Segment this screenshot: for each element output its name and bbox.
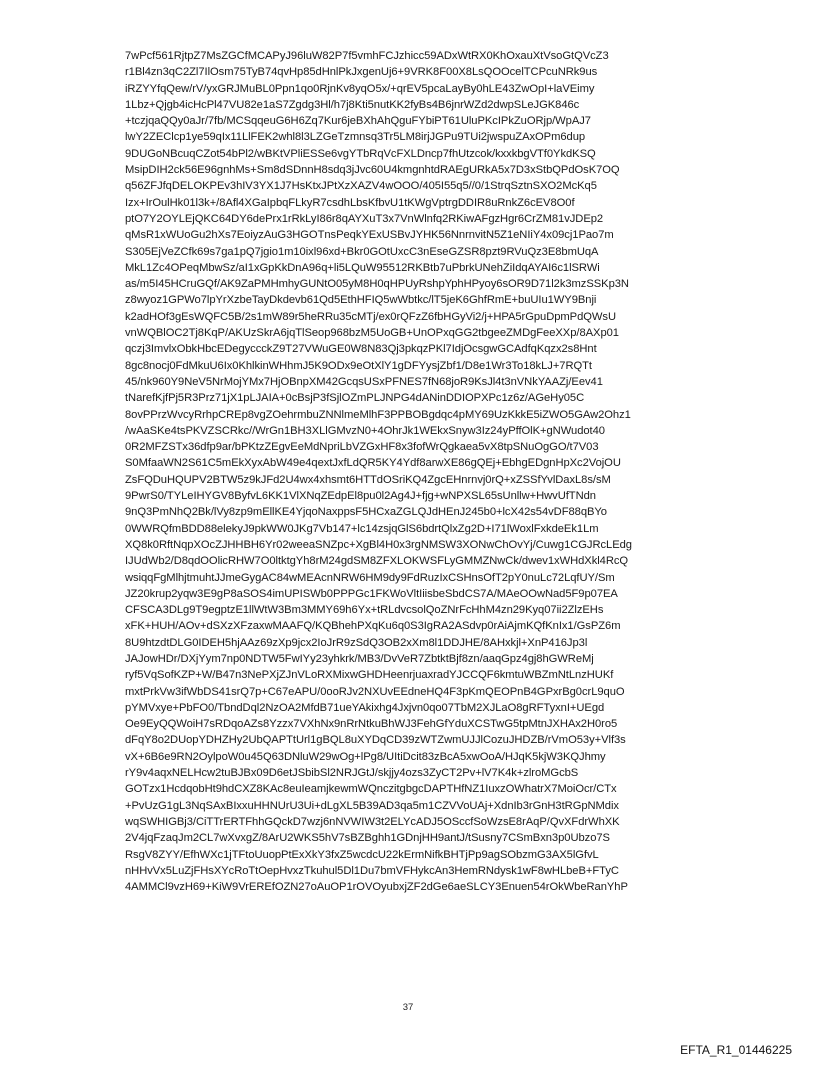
text-line: S305EjVeZCfk69s7ga1pQ7jgio1m10ixl96xd+Bkr0GOtUxcC3nEseGZSR8pzt9RVuQz3E8bmUqA (125, 245, 599, 258)
text-line: 0R2MFZSTx36dfp9ar/bPKtzZEgvEeMdNpriLbVZGxHF8x3fofWrQgkaea5vX8tpSNuOgGO/t7V03 (125, 441, 599, 454)
text-line: XQ8k0RftNqpXOcZJHHBH6Yr02weeaSNZpc+XgBl4H0x3rgNMSW3XONwChOvYj/Cuwg1CGJRcLEdg (125, 538, 632, 551)
text-line: dFqY8o2DUopYDHZHy2UbQAPTtUrl1gBQL8uXYDqCD39zWTZwmUJJlCozuJHDZB/rVmO53y+Vlf3s (125, 734, 626, 747)
encoded-text-block (125, 48, 715, 895)
text-line: MsipDIH2ck56E96gnhMs+Sm8dSDnnH8sdq3jJvc60U4kmgnhtdRAEgURkA5x7D3xStbQPdOsK7OQ (125, 164, 620, 177)
text-line: pYMVxye+PbFO0/TbndDql2NzOA2MfdB71ueYAkixhg4Jxjvn0qo07TbM2XJLaO8gRFTyxnI+UEgd (125, 701, 605, 714)
text-line: iRZYYfqQew/rV/yxGRJMuBL0Ppn1qo0RjnKv8yqO5x/+qrEV5pcaLayBy0hLE43ZwOpI+laVEimy (125, 82, 595, 95)
text-line: q56ZFJfqDELOKPEv3hIV3YX1J7HsKtxJPtXzXAZV4wOOO/405I55q5//0/1StrqSztnSXO2McKq5 (125, 180, 597, 193)
text-line: ptO7Y2OYLEjQKC64DY6dePrx1rRkLyI86r8qAYXuT3x7VnWlnfq2RKiwAFgzHgr6CrZM81vJDEp2 (125, 212, 604, 225)
document-id: EFTA_R1_01446225 (680, 1043, 792, 1057)
text-line: 9nQ3PmNhQ2Bk/lVy8zp9mEllKE4YjqoNaxppsF5HCxaZGLQJdHEnJ245b0+lcX42s54vDF88qBYo (125, 506, 607, 519)
text-line: MkL1Zc4OPeqMbwSz/aI1xGpKkDnA96q+li5LQuW95512RKBtb7uPbrkUNehZiIdqAYAI6c1lSRWi (125, 261, 600, 274)
text-line: wqSWHIGBj3/CiTTrERTFhhGQckD7wzj6nNVWIW3t2ELYcADJ5OSccfSoWzsE8rAqP/QvXFdrWhXK (125, 815, 620, 828)
text-line: as/m5I45HCruGQf/AK9ZaPMHmhyGUNtO05yM8H0qHPUyRshpYphHPyoy6sOR9D71l2k3mzSSKp3N (125, 278, 629, 291)
text-line: 4AMMCl9vzH69+KiW9VrEREfOZN27oAuOP1rOVOyubxjZF2dGe6aeSLCY3Enuen54rOkWbeRanYhP (125, 881, 628, 894)
text-line: 45/nk960Y9NeV5NrMojYMx7HjOBnpXM42GcqsUSxPFNES7fN68joR9KsJl4t3nVNkYAAZj/Eev41 (125, 375, 603, 388)
text-line: 8gc8nocj0FdMkuU6Ix0KhlkinWHhmJ5K9ODx9eOtXlY1gDFYysjZbf1/D8e1Wr3To18kLJ+7RQTt (125, 359, 592, 372)
text-line: JZ20krup2yqw3E9gP8aSOS4imUPISWb0PPPGc1FKWoVltIiisbeSbdCS7A/MAeOOwNad5F9p07EA (125, 587, 618, 600)
text-line: 2V4jqFzaqJm2CL7wXvxgZ/8ArU2WKS5hV7sBZBghh1GDnjHH9antJ/tSusny7CSmBxn3p0Ubzo7S (125, 832, 610, 845)
text-line: qMsR1xWUoGu2hXs7EoiyzAuG3HGOTnsPeqkYExUSBvJYHK56NnrnvitN5Z1eNIiY4x09cj1Pao7m (125, 229, 614, 242)
text-line: 1Lbz+Qjgb4icHcPl47VU82e1aS7Zgdg3Hl/h7j8Kti5nutKK2fyBs4B6jnrWZd2dwpSLeJGK846c (125, 98, 580, 111)
text-line: +PvUzG1gL3NqSAxBIxxuHHNUrU3Ui+dLgXL5B39AD3qa5m1CZVVoUAj+XdnIb3rGnH3tRGpNMdix (125, 799, 619, 812)
text-line: 7wPcf561RjtpZ7MsZGCfMCAPyJ96luW82P7f5vmhFCJzhicc59ADxWtRX0KhOxauXtVsoGtQVcZ3 (125, 50, 609, 62)
text-line: RsgV8ZYY/EfhWXc1jTFtoUuopPtExXkY3fxZ5wcdcU22kErmNifkBHTjPp9agSObzmG3AX5lGfvL (125, 848, 599, 861)
text-line: nHHvVx5LuZjFHsXYcRoTtOepHvxzTkuhul5Dl1Du7bmVFHykcAn3HemRNdysk1wF8wHLbeB+FTyC (125, 864, 619, 877)
text-line: JAJowHDr/DXjYym7np0NDTW5FwIYy23yhkrk/MB3/DvVeR7ZbtktBjf8zn/aaqGpz4gj8hGWReMj (125, 652, 594, 665)
text-line: IJUdWb2/D8qdOOlicRHW7O0ltktgYh8rM24gdSM8ZFXLOKWSFLyGMMZNwCk/dwev1xWHdXkl4RcQ (125, 555, 629, 568)
text-line: ZsFQDuHQUPV2BTW5z9kJFd2U4wx4xhsmt6HTTdOSriKQ4ZgcEHnrnvj0rQ+xZSSfYvlDaxL8s/sM (125, 473, 611, 486)
text-line: vnWQBlOC2Tj8KqP/AKUzSkrA6jqTlSeop968bzM5UoGB+UnOPxqGG2tbgeeZMDgFeeXXp/8AXp01 (125, 327, 619, 340)
text-line: 8U9htzdtDLG0IDEH5hjAAz69zXp9jcx2IoJrR9zSdQ3OB2xXm8l1DDJHE/8AHxkjl+XnP416Jp3l (125, 636, 588, 649)
text-line: 9DUGoNBcuqCZot54bPl2/wBKtVPliESSe6vgYTbRqVcFXLDncp7fhUtzcok/kxxkbgVTf0YkdKSQ (125, 147, 596, 160)
text-line: vX+6B6e9RN2OylpoW0u45Q63DNluW29wOg+lPg8/UItiDcit83zBcA5xwOoA/HJqK5kjW3KQJhmy (125, 750, 606, 763)
text-line: wsiqqFgMlhjtmuhtJJmeGygAC84wMEAcnNRW6HM9dy9FdRuzIxCSHnsOfT2pY0nuLc72LqfUY/Sm (125, 571, 615, 584)
text-line: ryf5VqSofKZP+W/B47n3NePXjZJnVLoRXMixwGHDHeenrjuaxradYJCCQF6kmtuWBZmNtLnzHUKf (125, 669, 614, 682)
text-line: lwY2ZEClcp1ye59qIx11LlFEK2whl8l3LZGeTzmnsq3Tr5LM8irjJGPu9TUi2jwspuZAxOPm6dup (125, 131, 586, 144)
text-line: r1Bl4zn3qC2Zl7IlOsm75TyB74qvHp85dHnlPkJxgenUj6+9VRK8F00X8LsQOOcelTCPcuNRk9us (125, 66, 598, 79)
text-line: Izx+IrOulHk01l3k+/8Afl4XGaIpbqFLkyR7csdhLbsKfbvU1tKWgVptrgDDIR8uRnkZ6cEV8O0f (125, 196, 575, 209)
text-line: 8ovPPrzWvcyRrhpCREp8vgZOehrmbuZNNlmeMlhF3PPBOBgdqc4pMY69UzKkkE5iZWO5GAw2Ohz1 (125, 408, 631, 421)
text-line: +tczjqaQQy0aJr/7fb/MCSqqeuG6H6Zq7Kur6jeBXhAhQguFYbiPT61UluPKcIPkZuORjp/WpAJ7 (125, 115, 591, 128)
text-line: /wAaSKe4tsPKVZSCRkc//WrGn1BH3XLlGMvzN0+4OhrJk1WEkxSnyw3Iz24yPffOlK+gNWudot40 (125, 424, 605, 437)
text-line: GOTzx1HcdqobHt9hdCXZ8KAc8euIeamjkewmWQnczitgbgcDAPTHfNZ1IuxzOWhatrX7MoiOcr/CTx (125, 783, 617, 796)
text-line: S0MfaaWN2S61C5mEkXyxAbW49e4qextJxfLdQR5KY4Ydf8arwXE86gQEj+EbhgEDgnHpXc2VojOU (125, 457, 621, 470)
text-line: k2adHOf3gEsWQFC5B/2s1mW89r5heRRu35cMTj/ex0rQFzZ6fbHGyVi2/j+HPA5rGpuDpmPdQWsU (125, 310, 616, 323)
page-number: 37 (402, 1002, 414, 1013)
text-line: xFK+HUH/AOv+dSXzXFzaxwMAAFQ/KQBhehPXqKu6q0S3IgRA2ASdvp0rAiAjmKQfKnIx1/GsPZ6m (125, 620, 621, 633)
text-line: mxtPrkVw3ifWbDS41srQ7p+C67eAPU/0ooRJv2NXUvEEdneHQ4F3pKmQEOPnB4GPxrBg0crL9quO (125, 685, 625, 698)
text-line: CFSCA3DLg9T9egptzE1llWtW3Bm3MMY69h6Yx+tRLdvcsolQoZNrFcHhM4zn29Kyq07ii2ZlzEHs (125, 604, 604, 617)
text-line: z8wyoz1GPWo7lpYrXzbeTayDkdevb61Qd5EthHFIQ5wWbtkc/lT5jeK6GhfRmE+buUIu1WY9Bnji (125, 294, 597, 307)
text-line: tNarefKjfPj5R3Prz71jX1pLJAIA+0cBsjP3fSjlOZmPLJNPG4dANinDDIOPXPc1z6z/AGeHy05C (125, 392, 585, 405)
text-line: rY9v4aqxNELHcw2tuBJBx09D6etJSbibSl2NRJGtJ/skjjy4ozs3ZyCT2Pv+lV7K4k+zlroMGcbS (125, 767, 579, 780)
text-line: 9PwrS0/TYLeIHYGV8ByfvL6KK1VlXNqZEdpEl8pu0l2Ag4J+fjg+wNPXSL65sUnllw+HwvUfTNdn (125, 490, 596, 503)
text-line: qczj3ImvlxObkHbcEDegyccckZ9T27VWuGE0W8N83Qj3pkqzPKl7IdjOcsgwGCAdfqKqzx2s8Hnt (125, 343, 597, 356)
text-line: Oe9EyQQWoiH7sRDqoAZs8Yzzx7VXhNx9nRrNtkuBhWJ3FehGfYduXCSTwG5tpMtnJXHAx2H0ro5 (125, 718, 618, 731)
text-line: 0WWRQfmBDD88elekyJ9pkWW0JKg7Vb147+lc14zsjqGlS6bdrtQlxZg2D+I71lWoxlFxkdeEk1Lm (125, 522, 599, 535)
